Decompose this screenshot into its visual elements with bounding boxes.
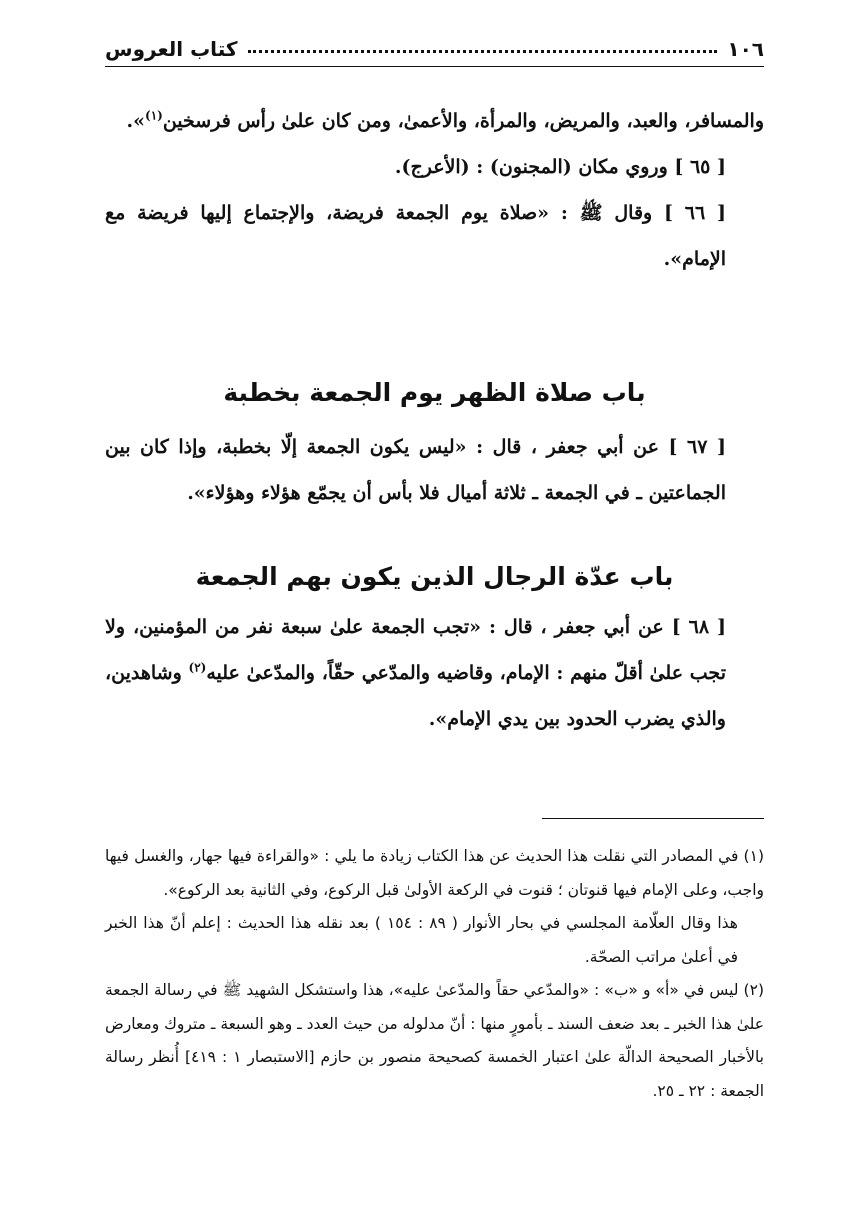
footnote-2: (٢) ليس في «أ» و «ب» : «والمدّعي حقاً والمدّعىٰ عليه»، هذا واستشكل الشهيد ﷺ في رسالة الجمعة علىٰ هذا الخبر ـ بعد ضعف السند ـ بأمورٍ منها : أنّ مدلوله من حيث العدد ـ وهو السبعة ـ متروك ومعارض بالأخبار الصحيحة الدالّة علىٰ اعتبار الخمسة كصحيحة منصور بن حازم [الاستبصار ١ : ٤١٩] أُنظر رسالة الجمعة : ٢٢ ـ ٢٥. [105, 981, 764, 1100]
footnote-ref-1[interactable]: (١) [145, 108, 163, 123]
hadith-66: [ ٦٦ ] وقال ﷺ : «صلاة يوم الجمعة فريضة، والإجتماع إليها فريضة مع الإمام». [105, 202, 726, 270]
footnote-separator [542, 818, 764, 819]
hadith-65: [ ٦٥ ] وروي مكان (المجنون) : (الأعرج). [394, 156, 726, 178]
footnotes [105, 840, 764, 1108]
hadith-64-end: والمسافر، والعبد، والمريض، والمرأة، والأعمىٰ، ومن كان علىٰ رأس فرسخين$^{(١)}$». [126, 108, 764, 132]
page-number: ١٠٦ [727, 37, 764, 61]
section-1-body [105, 424, 764, 516]
hadith-67: [ ٦٧ ] عن أبي جعفر ، قال : «ليس يكون الجمعة إلّا بخطبة، وإذا كان بين الجماعتين ـ في الجمعة ـ ثلاثة أميال فلا بأس أن يجمّع هؤلاء وهؤلاء». [105, 436, 727, 504]
chapter-heading-2: باب عدّة الرجال الذين يكون بهم الجمعة [195, 562, 674, 591]
section-2-body [105, 604, 764, 742]
hadith-68: [ ٦٨ ] عن أبي جعفر ، قال : «تجب الجمعة علىٰ سبعة نفر من المؤمنين، ولا تجب علىٰ أقلّ منهم : الإمام، وقاضيه والمدّعي حقّاً، والمدّعىٰ عليه$^{(٢)}$ وشاهدين، والذي يضرب الحدود بين يدي الإمام». [105, 616, 727, 730]
chapter-heading-1: باب صلاة الظهر يوم الجمعة بخطبة [223, 378, 646, 407]
header-dot-leader [248, 46, 718, 53]
running-title: كتاب العروس [105, 37, 238, 61]
footnote-ref-2[interactable]: (٢) [188, 660, 207, 675]
footnote-1-continuation: هذا وقال العلّامة المجلسي في بحار الأنوار ( ٨٩ : ١٥٤ ) بعد نقله هذا الحديث : إعلم أنّ هذا الخبر في أعلىٰ مراتب الصحّة. [105, 914, 738, 966]
section-continuation [105, 98, 764, 282]
footnote-1: (١) في المصادر التي نقلت هذا الحديث عن هذا الكتاب زيادة ما يلي : «والقراءة فيها جهار، والغسل فيها واجب، وعلى الإمام فيها قنوتان ؛ قنوت في الركعة الأولىٰ قبل الركوع، وفي الثانية بعد الركوع». [105, 847, 764, 899]
page-header [105, 32, 764, 67]
